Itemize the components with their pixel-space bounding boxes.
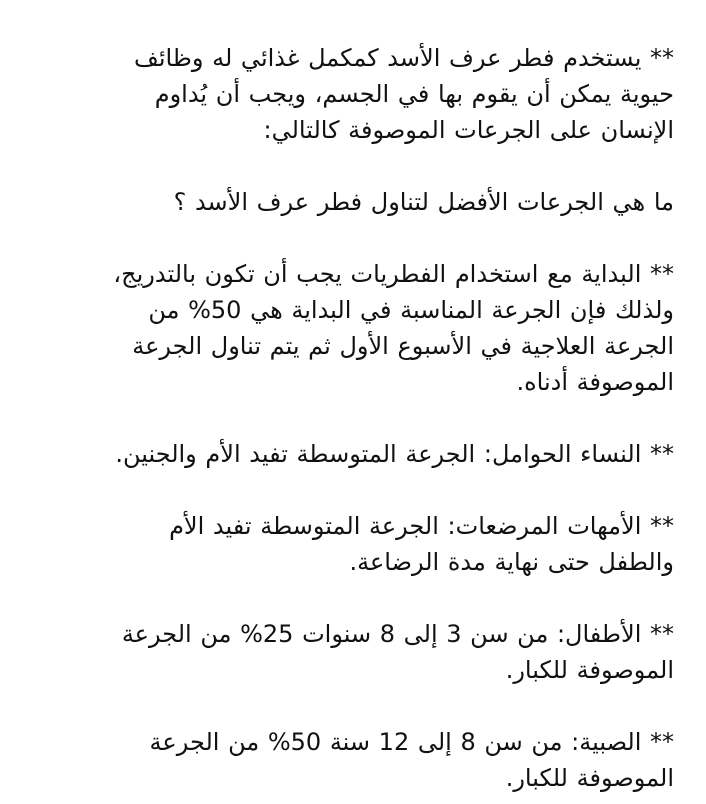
text-line: ** البداية مع استخدام الفطريات يجب أن تكون بالتدريج، [113, 260, 674, 288]
cut-off-text-fragment [116, 0, 556, 4]
paragraph-gradual-start [34, 256, 674, 400]
paragraph-dosage-question [34, 184, 674, 220]
paragraph-youth [34, 724, 674, 796]
text-line: حيوية يمكن أن يقوم بها في الجسم، ويجب أن يُداوم [154, 80, 674, 108]
paragraph-supplement-intro [34, 40, 674, 148]
text-line: ** يستخدم فطر عرف الأسد كمكمل غذائي له وظائف [133, 44, 674, 72]
text-line: ** الصبية: من سن 8 إلى 12 سنة 50% من الجرعة [149, 728, 674, 756]
text-line: ما هي الجرعات الأفضل لتناول فطر عرف الأسد ؟ [173, 188, 674, 216]
text-line: الموصوفة للكبار. [505, 656, 674, 684]
paragraph-nursing-mothers [34, 508, 674, 580]
paragraph-pregnant-women [34, 436, 674, 472]
text-line: الموصوفة للكبار. [505, 764, 674, 792]
text-line: الإنسان على الجرعات الموصوفة كالتالي: [263, 116, 674, 144]
text-line: ** الأطفال: من سن 3 إلى 8 سنوات 25% من الجرعة [121, 620, 674, 648]
text-line: الموصوفة أدناه. [516, 368, 674, 396]
text-line: ولذلك فإن الجرعة المناسبة في البداية هي 50% من [148, 296, 674, 324]
text-line: الجرعة العلاجية في الأسبوع الأول ثم يتم تناول الجرعة [132, 332, 674, 360]
text-line: والطفل حتى نهاية مدة الرضاعة. [349, 548, 674, 576]
text-line: ** النساء الحوامل: الجرعة المتوسطة تفيد الأم والجنين. [115, 440, 674, 468]
paragraph-children [34, 616, 674, 688]
text-line: ** الأمهات المرضعات: الجرعة المتوسطة تفيد الأم [169, 512, 674, 540]
